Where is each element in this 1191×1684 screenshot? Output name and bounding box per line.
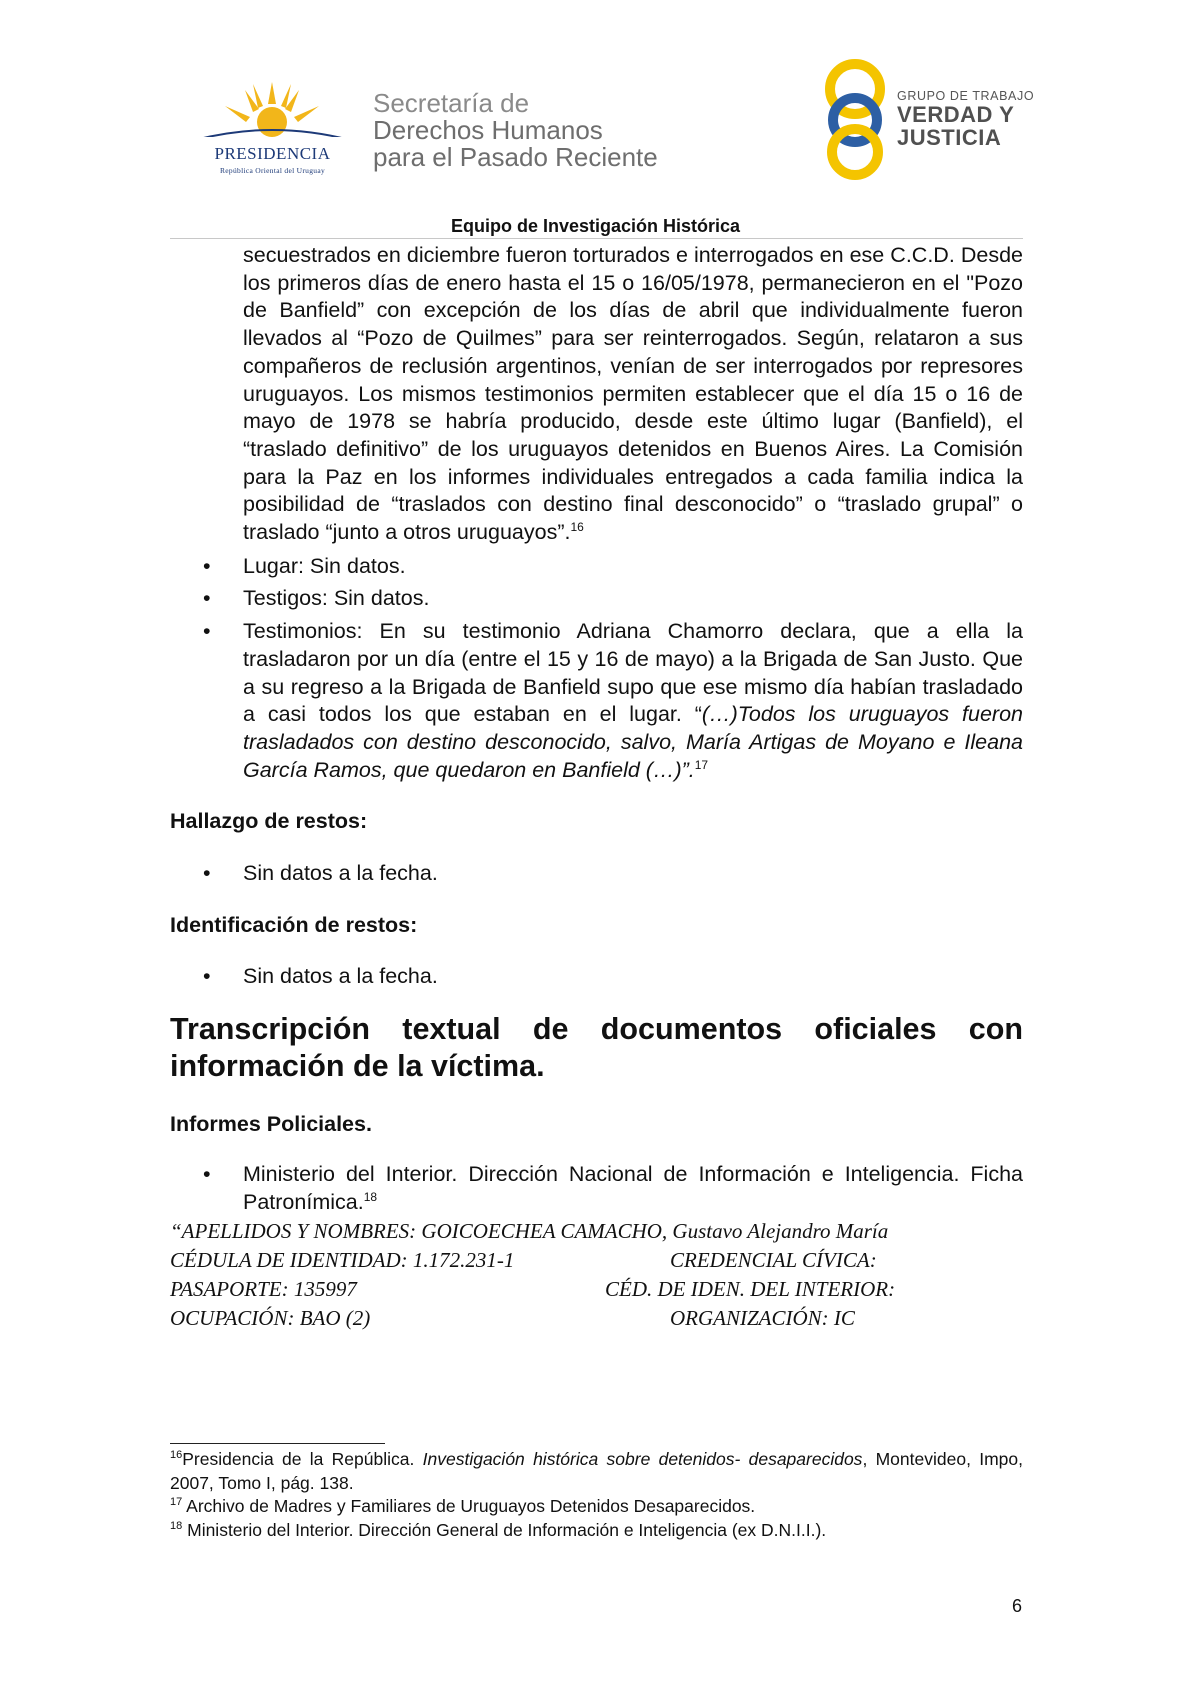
hallazgo-heading: Hallazgo de restos: [170,809,368,834]
list-item [203,618,1023,784]
footnote-16-title: Investigación histórica sobre detenidos- desaparecidos [422,1449,863,1469]
testigos-text: Testigos: Sin datos. [243,586,430,611]
footnote-18-text: Ministerio del Interior. Dirección General de Información e Inteligencia (ex D.N.I.I.). [182,1519,827,1540]
team-title: Equipo de Investigación Histórica [450,216,741,236]
footnote-number: 16 [170,1449,183,1462]
sun-emblem-icon [195,82,350,144]
testimonio-quote: (…)Todos los uruguayos fueron trasladados con destino desconocido, salvo, María Artigas de Moyano e Ileana García Ramos, que quedaron en Banfield (…)”. [243,702,1023,782]
header-divider [170,238,1023,239]
identificacion-heading: Identificación de restos: [170,912,418,937]
footnote-16-rest: , Montevideo, Impo, 2007, Tomo I, pág. 138. [170,1449,1023,1493]
intro-text: secuestrados en diciembre fueron torturados e interrogados en ese C.C.D. Desde los primeros días de enero hasta el 15 o 16/05/1978, permanecieron en el "Pozo de Banfield” con excepción de los días de abril que individualmente fueron llevados al “Pozo de Quilmes” para ser reinterrogados. Según, relataron a sus compañeros de reclusión argentinos, venían de ser interrogados por represores uruguayos. Los mismos testimonios permiten establecer que el día 15 o 16 de mayo de 1978 se habría producido, desde este último lugar (Banfield), el “traslado definitivo” de los uruguayos detenidos en Buenos Aires. La Comisión para la Paz en los informes individuales entregados a cada familia indica la posibilidad de “traslados con destino final desconocido” o “traslado grupal” o traslado “junto a otros uruguayos”. [243,243,1023,545]
gvj-small-label: GRUPO DE TRABAJO [897,89,1035,103]
ficha-pasaporte: PASAPORTE: 135997 [170,1277,357,1302]
gvj-line-2: JUSTICIA [897,125,1002,150]
ficha-row [170,1304,1023,1333]
list-item [203,1161,1023,1216]
list-item [203,963,1023,991]
ficha-patronimica [170,1217,1023,1333]
list-item [203,585,1023,613]
section-title: Transcripción textual de documentos oficiales con información de la víctima. [170,1012,1023,1084]
footnote-17 [170,1495,1023,1519]
bullet-icon: • [203,586,211,611]
intro-paragraph [243,242,1023,547]
secretaria-title [373,90,658,171]
footnote-16 [170,1448,1023,1495]
footnote-16-text: Presidencia de la República. [182,1449,423,1469]
footnote-ref-18: 18 [363,1189,378,1204]
presidencia-label: PRESIDENCIA [214,144,331,163]
footnote-number: 18 [170,1519,183,1532]
identificacion-text: Sin datos a la fecha. [243,964,438,989]
hallazgo-text: Sin datos a la fecha. [243,861,438,886]
gvj-line-1: VERDAD Y [897,102,1015,127]
ficha-row [170,1246,1023,1275]
testimonio-text: Testimonios: En su testimonio Adriana Chamorro declara, que a ella la trasladaron por un día (entre el 15 y 16 de mayo) a la Brigada de San Justo. Que a su regreso a la Brigada de Banfield supo que ese mismo día habían trasladado a casi todos los que estaban en el lugar. “ [243,619,1023,727]
footnotes [170,1448,1023,1542]
bullet-icon: • [203,1161,211,1186]
footnote-18 [170,1519,1023,1543]
secretaria-line-3: para el Pasado Reciente [373,142,658,172]
presidencia-subtitle: República Oriental del Uruguay [219,166,325,175]
footnote-number: 17 [170,1496,183,1509]
list-item [203,553,1023,581]
lugar-text: Lugar: Sin datos. [243,553,406,578]
footnote-ref-16: 16 [570,519,584,534]
verdad-justicia-logo-icon [820,56,890,180]
secretaria-line-1: Secretaría de [373,88,530,118]
ficha-organizacion: ORGANIZACIÓN: IC [670,1306,855,1331]
ficha-credencial: CREDENCIAL CÍVICA: [670,1248,877,1273]
presidencia-logo [195,82,355,182]
footnote-divider [170,1443,385,1444]
ficha-ocupacion: OCUPACIÓN: BAO (2) [170,1306,371,1331]
list-item [203,860,1023,888]
secretaria-line-2: Derechos Humanos [373,115,603,145]
ficha-cedula: CÉDULA DE IDENTIDAD: 1.172.231-1 [170,1248,515,1273]
main-content [170,240,1023,1333]
ficha-ced-interior: CÉD. DE IDEN. DEL INTERIOR: [605,1277,896,1302]
informe-text: Ministerio del Interior. Dirección Nacional de Información e Inteligencia. Ficha Patronímica. [243,1161,1023,1214]
footnote-ref-17: 17 [694,757,709,772]
verdad-justicia-wordmark [897,89,1034,149]
ficha-row [170,1217,1023,1246]
bullet-icon: • [203,964,211,989]
bullet-icon: • [203,861,211,886]
page-number: 6 [1012,1596,1023,1616]
bullet-icon: • [203,553,211,578]
ficha-apellidos: “APELLIDOS Y NOMBRES: GOICOECHEA CAMACHO, Gustavo Alejandro María [170,1219,889,1244]
footnote-17-text: Archivo de Madres y Familiares de Uruguayos Detenidos Desaparecidos. [182,1496,756,1516]
informes-heading: Informes Policiales. [170,1112,372,1137]
ficha-row [170,1275,1023,1304]
bullet-icon: • [203,619,211,644]
